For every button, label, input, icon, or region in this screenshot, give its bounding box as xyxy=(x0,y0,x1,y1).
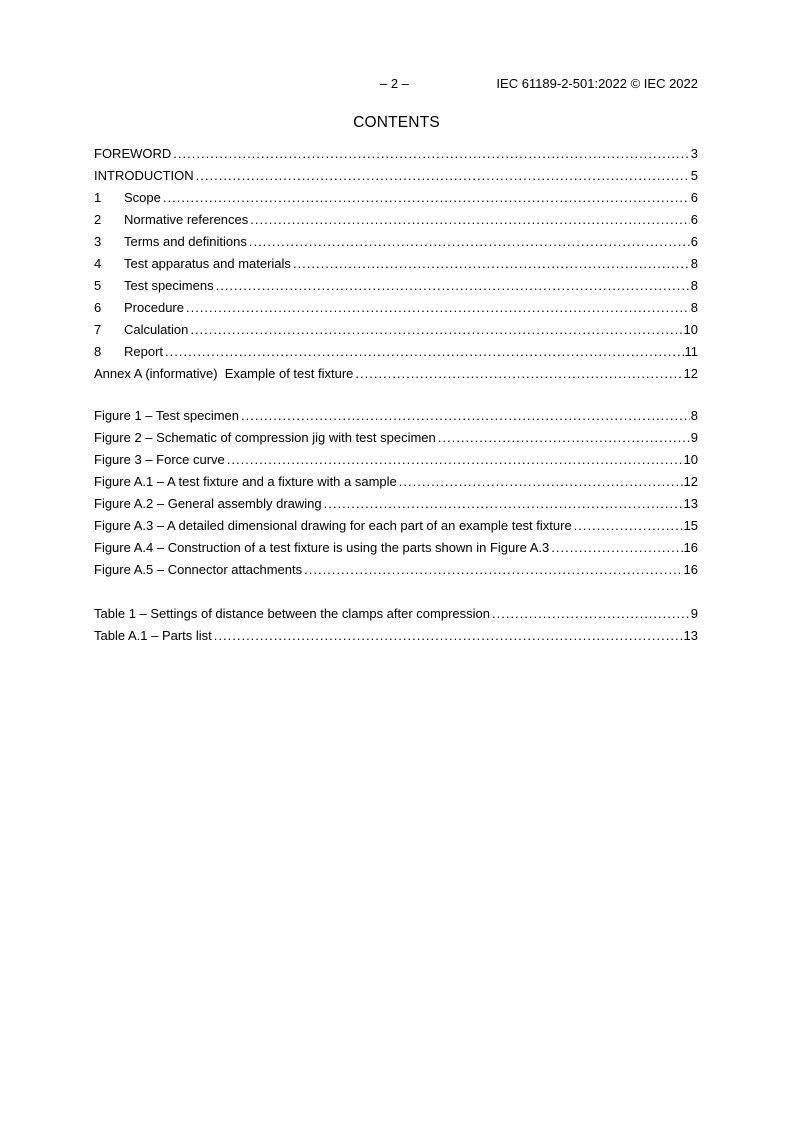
table-entry[interactable] xyxy=(94,605,698,627)
toc-section-list xyxy=(94,145,698,387)
dot-leader xyxy=(249,233,690,251)
dot-leader xyxy=(216,277,690,295)
toc-entry-terms-definitions[interactable] xyxy=(94,233,698,255)
toc-entry-number: 8 xyxy=(94,344,102,359)
toc-entry-label: Calculation xyxy=(124,322,189,337)
dot-leader xyxy=(196,167,690,185)
figure-entry-page: 12 xyxy=(683,474,698,489)
dot-leader xyxy=(399,473,683,491)
contents-title: CONTENTS xyxy=(353,114,440,131)
standard-reference: IEC 61189-2-501:2022 © IEC 2022 xyxy=(496,76,698,91)
toc-entry-label: FOREWORD xyxy=(94,146,172,161)
toc-entry-page: 6 xyxy=(690,212,698,227)
toc-entry-number: 6 xyxy=(94,300,102,315)
figure-entry[interactable] xyxy=(94,429,698,451)
toc-entry-page: 6 xyxy=(690,190,698,205)
table-entry-page: 9 xyxy=(690,606,698,621)
toc-entry-page: 11 xyxy=(684,344,698,359)
figure-entry-page: 9 xyxy=(690,430,698,445)
figure-entry[interactable] xyxy=(94,407,698,429)
figure-entry-page: 8 xyxy=(690,408,698,423)
toc-entry-label: Annex A (informative) Example of test fixture xyxy=(94,366,354,381)
toc-entry-label: Normative references xyxy=(124,212,249,227)
toc-entry-page: 6 xyxy=(690,234,698,249)
figure-entry-page: 13 xyxy=(683,496,698,511)
figure-entry-label: Figure A.2 – General assembly drawing xyxy=(94,496,322,511)
toc-entry-label: Test specimens xyxy=(124,278,214,293)
list-of-figures xyxy=(94,407,698,583)
toc-entry-number: 7 xyxy=(94,322,102,337)
dot-leader xyxy=(173,145,689,163)
dot-leader xyxy=(227,451,683,469)
page-header xyxy=(0,76,793,92)
figure-entry-label: Figure 3 – Force curve xyxy=(94,452,225,467)
toc-entry-number: 3 xyxy=(94,234,102,249)
dot-leader xyxy=(165,343,683,361)
toc-entry-label: Test apparatus and materials xyxy=(124,256,291,271)
toc-entry-number: 1 xyxy=(94,190,102,205)
toc-entry-label: Procedure xyxy=(124,300,184,315)
dot-leader xyxy=(304,561,682,579)
toc-entry-page: 12 xyxy=(683,366,698,381)
toc-entry-page: 8 xyxy=(690,300,698,315)
toc-entry-page: 5 xyxy=(690,168,698,183)
figure-entry-label: Figure A.3 – A detailed dimensional drawing for each part of an example test fixture xyxy=(94,518,572,533)
table-entry-label: Table A.1 – Parts list xyxy=(94,628,212,643)
toc-entry-number: 4 xyxy=(94,256,102,271)
toc-entry-test-specimens[interactable] xyxy=(94,277,698,299)
toc-entry-page: 3 xyxy=(690,146,698,161)
page-number: – 2 – xyxy=(380,76,409,91)
dot-leader xyxy=(214,627,683,645)
figure-entry-label: Figure 1 – Test specimen xyxy=(94,408,239,423)
figure-entry-page: 10 xyxy=(683,452,698,467)
figure-entry-label: Figure A.1 – A test fixture and a fixture with a sample xyxy=(94,474,397,489)
toc-entry-procedure[interactable] xyxy=(94,299,698,321)
toc-entry-test-apparatus[interactable] xyxy=(94,255,698,277)
table-entry-label: Table 1 – Settings of distance between the clamps after compression xyxy=(94,606,490,621)
figure-entry-page: 15 xyxy=(683,518,698,533)
toc-entry-normative-references[interactable] xyxy=(94,211,698,233)
dot-leader xyxy=(324,495,683,513)
toc-entry-page: 8 xyxy=(690,278,698,293)
dot-leader xyxy=(163,189,690,207)
toc-entry-label: INTRODUCTION xyxy=(94,168,194,183)
dot-leader xyxy=(551,539,682,557)
toc-entry-report[interactable] xyxy=(94,343,698,365)
figure-entry[interactable] xyxy=(94,561,698,583)
table-entry-page: 13 xyxy=(683,628,698,643)
figure-entry[interactable] xyxy=(94,495,698,517)
dot-leader xyxy=(241,407,690,425)
figure-entry[interactable] xyxy=(94,473,698,495)
figure-entry-label: Figure 2 – Schematic of compression jig with test specimen xyxy=(94,430,436,445)
dot-leader xyxy=(438,429,690,447)
dot-leader xyxy=(190,321,682,339)
figure-entry[interactable] xyxy=(94,539,698,561)
toc-entry-annex-a[interactable] xyxy=(94,365,698,387)
dot-leader xyxy=(574,517,683,535)
toc-entry-foreword[interactable] xyxy=(94,145,698,167)
toc-entry-calculation[interactable] xyxy=(94,321,698,343)
figure-entry-label: Figure A.5 – Connector attachments xyxy=(94,562,303,577)
toc-entry-page: 10 xyxy=(683,322,698,337)
figure-entry-label: Figure A.4 – Construction of a test fixture is using the parts shown in Figure A.3 xyxy=(94,540,550,555)
toc-entry-number: 2 xyxy=(94,212,102,227)
figure-entry[interactable] xyxy=(94,451,698,473)
dot-leader xyxy=(492,605,690,623)
figure-entry-page: 16 xyxy=(683,540,698,555)
dot-leader xyxy=(355,365,682,383)
toc-entry-number: 5 xyxy=(94,278,102,293)
list-of-tables xyxy=(94,605,698,649)
toc-entry-page: 8 xyxy=(690,256,698,271)
toc-entry-scope[interactable] xyxy=(94,189,698,211)
toc-entry-introduction[interactable] xyxy=(94,167,698,189)
dot-leader xyxy=(186,299,690,317)
table-entry[interactable] xyxy=(94,627,698,649)
figure-entry-page: 16 xyxy=(683,562,698,577)
toc-entry-label: Terms and definitions xyxy=(124,234,247,249)
toc-entry-label: Scope xyxy=(124,190,161,205)
dot-leader xyxy=(250,211,689,229)
figure-entry[interactable] xyxy=(94,517,698,539)
toc-entry-label: Report xyxy=(124,344,164,359)
dot-leader xyxy=(293,255,690,273)
